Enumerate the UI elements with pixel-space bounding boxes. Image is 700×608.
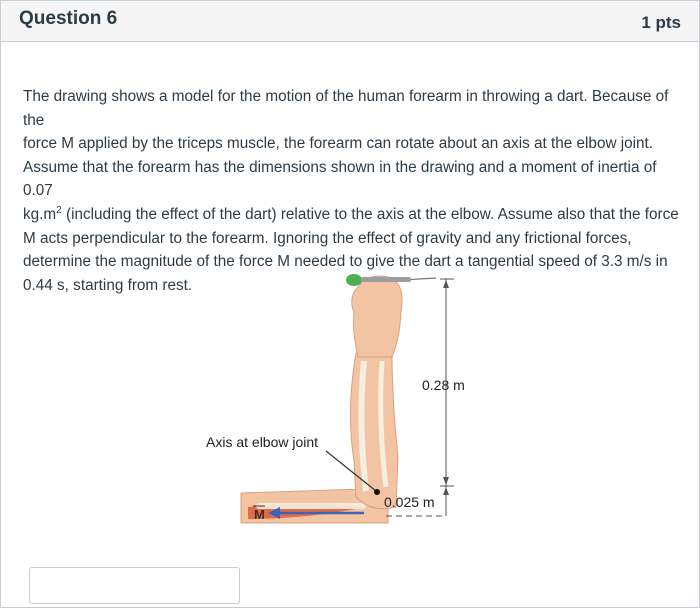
answer-input[interactable] bbox=[29, 567, 240, 604]
arrow-icon bbox=[443, 487, 449, 495]
axis-label: Axis at elbow joint bbox=[206, 434, 319, 450]
elbow-axis-point bbox=[374, 489, 380, 495]
question-points: 1 pts bbox=[641, 13, 681, 32]
dart-barrel bbox=[361, 277, 411, 282]
forearm bbox=[350, 353, 398, 509]
dart-flight bbox=[346, 274, 362, 286]
question-line bbox=[23, 203, 683, 227]
question-line: Assume that the forearm has the dimensions shown in the drawing and a moment of inertia of 0.07 bbox=[23, 158, 657, 200]
humerus-bone bbox=[256, 503, 366, 509]
force-label: M bbox=[254, 507, 265, 522]
unit-text: kg.m bbox=[23, 205, 57, 223]
question-line: 0.44 s, starting from rest. bbox=[23, 276, 193, 294]
question-line: The drawing shows a model for the motion of the human forearm in throwing a dart. Because of the bbox=[23, 88, 669, 129]
question-line: M acts perpendicular to the forearm. Ignoring the effect of gravity and any frictional forces, bbox=[23, 229, 632, 247]
unit-exponent: 2 bbox=[56, 204, 62, 216]
arrow-icon bbox=[443, 280, 449, 288]
question-line: force M applied by the triceps muscle, the forearm can rotate about an axis at the elbow joint. bbox=[23, 135, 654, 153]
forearm-diagram bbox=[196, 261, 486, 533]
arrow-icon bbox=[443, 477, 449, 485]
question-line: determine the magnitude of the force M needed to give the dart a tangential speed of 3.3 m/s in bbox=[23, 253, 668, 271]
question-header bbox=[1, 1, 699, 42]
hand bbox=[352, 276, 402, 357]
length-label: 0.28 m bbox=[422, 377, 465, 393]
dart-tip bbox=[411, 278, 436, 280]
question-title: Question 6 bbox=[19, 8, 118, 29]
question-line-rest: (including the effect of the dart) relative to the axis at the elbow. Assume also that the force bbox=[61, 205, 679, 223]
offset-label: 0.025 m bbox=[384, 494, 435, 510]
